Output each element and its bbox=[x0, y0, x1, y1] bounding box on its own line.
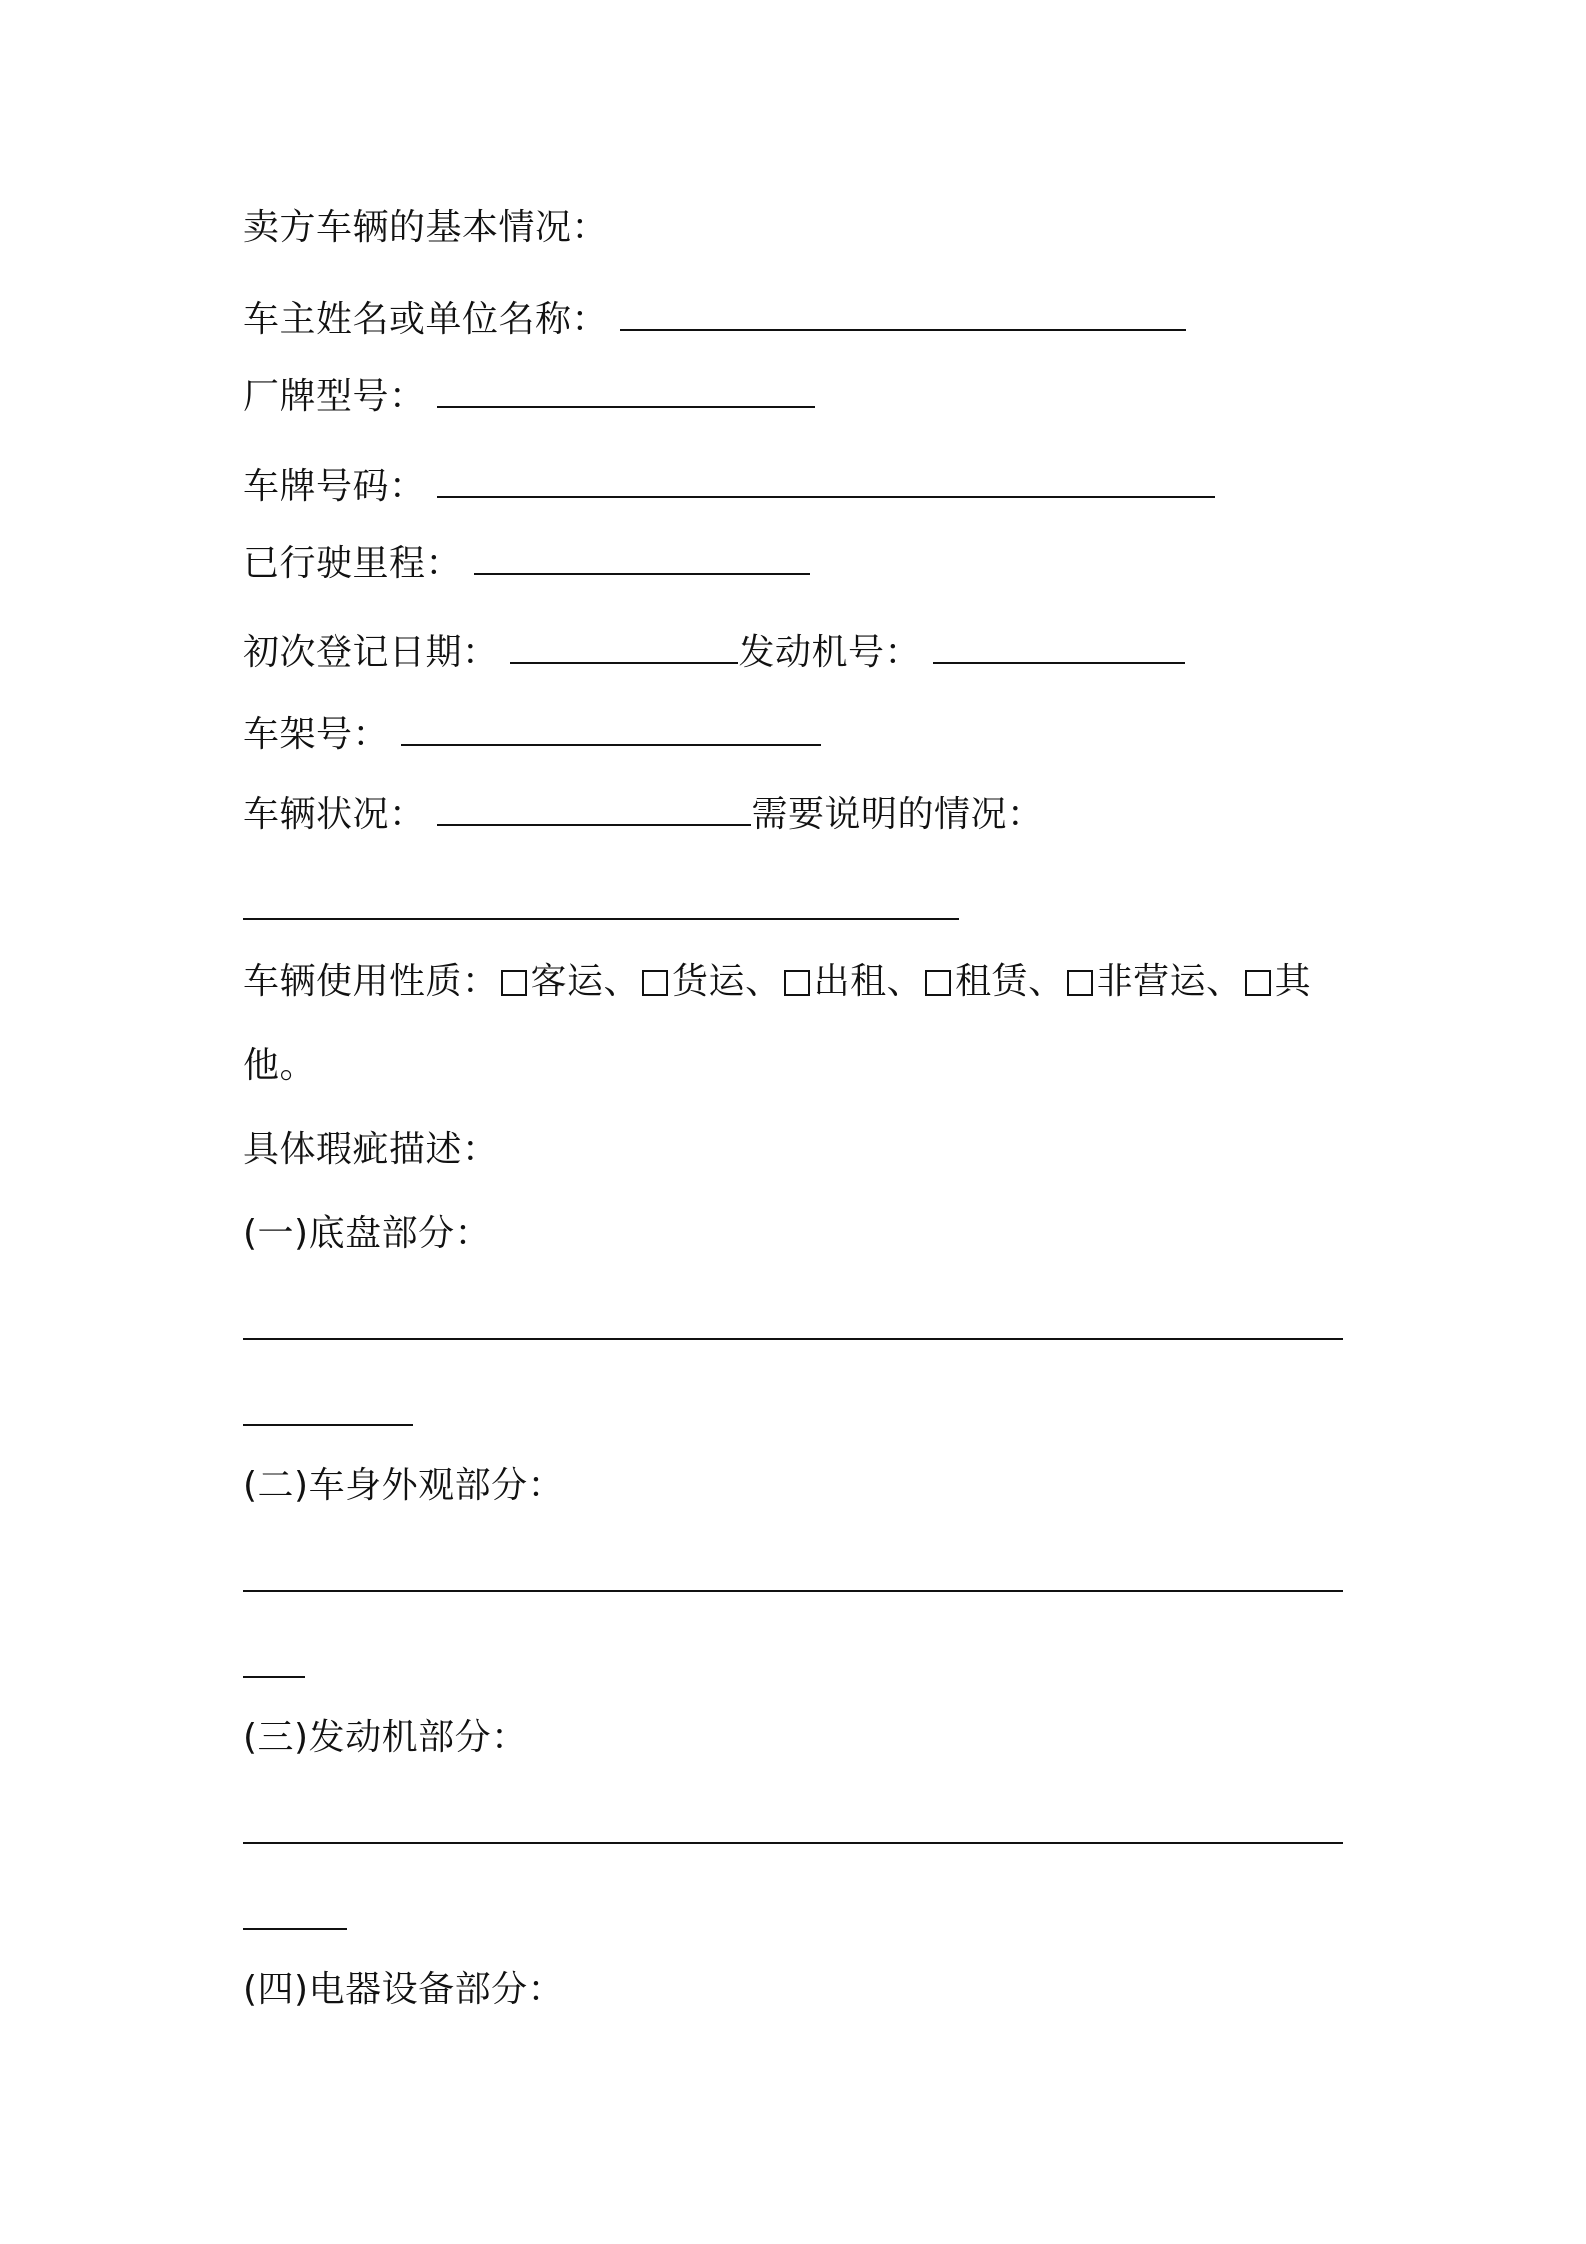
defect-label: (二)车身外观部分： bbox=[243, 1465, 565, 1506]
heading-text: 卖方车辆的基本情况： bbox=[243, 207, 609, 248]
checkbox-non-operating[interactable] bbox=[1067, 970, 1093, 996]
field-vehicle-condition bbox=[243, 790, 1043, 839]
separator: 、 bbox=[886, 961, 924, 1002]
chassis-blank-line-2[interactable] bbox=[243, 1424, 413, 1426]
defect-engine-label bbox=[243, 1714, 528, 1762]
defect-body-label bbox=[243, 1462, 564, 1510]
frame-number-blank[interactable] bbox=[401, 710, 821, 746]
checkbox-freight[interactable] bbox=[642, 970, 668, 996]
field-label: 车主姓名或单位名称： bbox=[243, 299, 609, 340]
field-frame-number bbox=[243, 710, 821, 759]
separator: 、 bbox=[1028, 961, 1065, 1002]
checkbox-taxi[interactable] bbox=[784, 970, 810, 996]
field-label: 发动机号： bbox=[738, 632, 921, 673]
field-label: 车辆状况： bbox=[243, 794, 426, 835]
defect-label: (三)发动机部分： bbox=[243, 1717, 528, 1758]
section-heading-vehicle-info bbox=[243, 204, 608, 252]
field-label: 车牌号码： bbox=[243, 466, 426, 507]
field-brand-model bbox=[243, 372, 815, 421]
field-label: 厂牌型号： bbox=[243, 376, 426, 417]
separator: 、 bbox=[603, 961, 641, 1002]
option-label: 其 bbox=[1274, 961, 1312, 1002]
field-label: 需要说明的情况： bbox=[751, 794, 1044, 835]
defect-heading bbox=[243, 1126, 499, 1174]
field-usage-nature bbox=[243, 958, 1311, 1006]
mileage-blank[interactable] bbox=[474, 539, 810, 575]
option-label: 他。 bbox=[243, 1045, 317, 1086]
field-label: 已行驶里程： bbox=[243, 543, 463, 584]
checkbox-passenger[interactable] bbox=[501, 970, 527, 996]
field-label: 初次登记日期： bbox=[243, 632, 499, 673]
heading-text: 具体瑕疵描述： bbox=[243, 1129, 499, 1170]
condition-blank[interactable] bbox=[437, 790, 751, 826]
option-label: 非营运 bbox=[1096, 961, 1207, 1002]
option-label: 客运 bbox=[530, 961, 604, 1002]
notes-blank[interactable] bbox=[243, 918, 959, 920]
defect-chassis-label bbox=[243, 1210, 491, 1258]
defect-electrical-label bbox=[243, 1966, 564, 2014]
body-blank-line-2[interactable] bbox=[243, 1676, 305, 1678]
field-owner-name bbox=[243, 295, 1186, 344]
field-registration-engine bbox=[243, 628, 1185, 677]
option-label: 货运 bbox=[672, 961, 746, 1002]
defect-label: (四)电器设备部分： bbox=[243, 1969, 565, 2010]
option-label: 租赁 bbox=[955, 961, 1029, 1002]
brand-model-blank[interactable] bbox=[437, 372, 815, 408]
first-registration-blank[interactable] bbox=[510, 628, 738, 664]
checkbox-leasing[interactable] bbox=[925, 970, 951, 996]
chassis-blank-line-1[interactable] bbox=[243, 1338, 1343, 1340]
engine-blank-line-1[interactable] bbox=[243, 1842, 1343, 1844]
field-mileage bbox=[243, 539, 810, 588]
field-plate-number bbox=[243, 462, 1215, 511]
engine-blank-line-2[interactable] bbox=[243, 1928, 347, 1930]
separator: 、 bbox=[745, 961, 782, 1002]
option-label: 出租 bbox=[813, 961, 887, 1002]
plate-number-blank[interactable] bbox=[437, 462, 1215, 498]
usage-continuation bbox=[243, 1042, 316, 1090]
checkbox-other[interactable] bbox=[1245, 970, 1271, 996]
field-label: 车架号： bbox=[243, 714, 390, 755]
engine-number-blank[interactable] bbox=[933, 628, 1185, 664]
field-label: 车辆使用性质： bbox=[243, 961, 499, 1002]
body-blank-line-1[interactable] bbox=[243, 1590, 1343, 1592]
separator: 、 bbox=[1206, 961, 1243, 1002]
defect-label: (一)底盘部分： bbox=[243, 1213, 492, 1254]
owner-name-blank[interactable] bbox=[620, 295, 1186, 331]
